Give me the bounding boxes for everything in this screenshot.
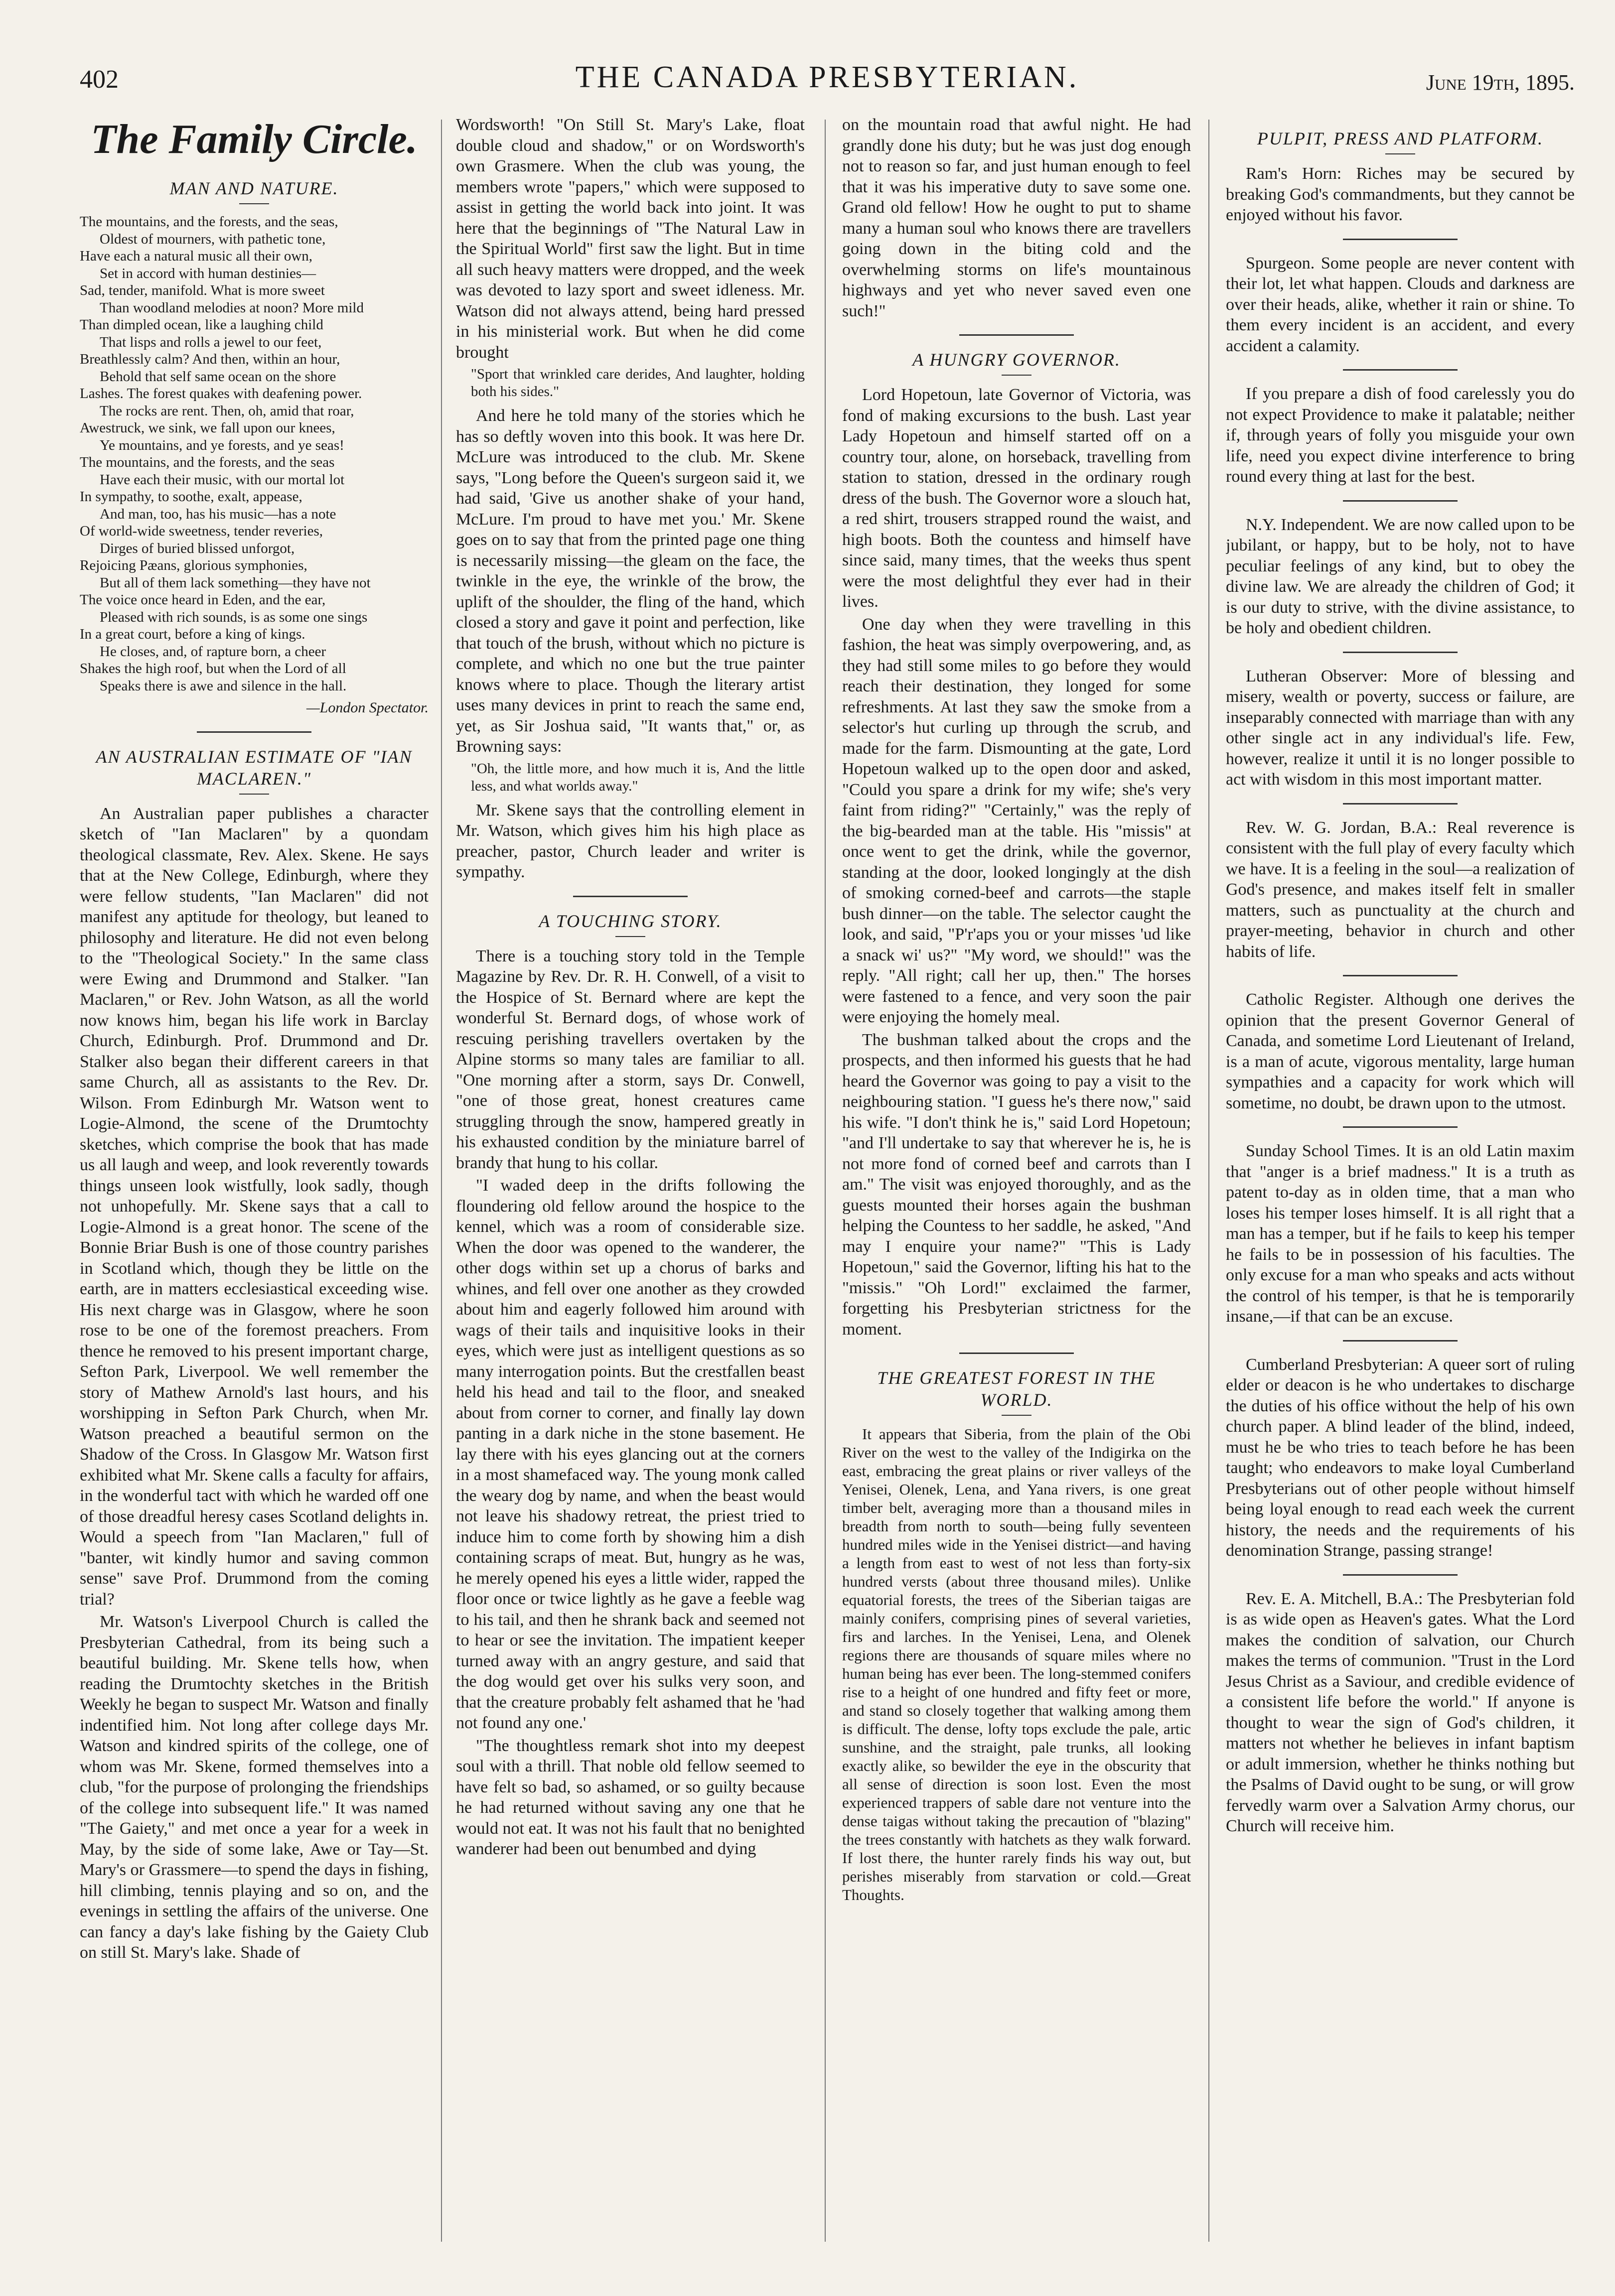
quote-item: Rev. E. A. Mitchell, B.A.: The Presbyterian fold is as wide open as Heaven's gates. What the Lord makes the condition of salvation, our Church makes the terms of communion. "Trust in the Lord Jesus Christ as a Saviour, and credible evidence of a consistent life before the world." If anyone is thought to wear the sign of God's children, it matters not whether he believes in infant baptism or adult immersion, whether he thinks nothing but the Psalms of David ought to be sung, or will grow fervedly warm over a Salvation Army chorus, our Church will receive him. <box>1226 1589 1575 1835</box>
column-3 <box>842 115 1191 2257</box>
poem-line: In sympathy, to soothe, exalt, appease, <box>80 489 302 505</box>
page-header <box>80 60 1575 105</box>
divider <box>1343 369 1458 371</box>
divider <box>239 794 269 795</box>
poem-line: Than dimpled ocean, like a laughing child <box>80 317 323 333</box>
column-rule <box>441 120 442 2242</box>
divider <box>959 334 1074 336</box>
poem-line: Sad, tender, manifold. What is more sweet <box>80 282 325 298</box>
poem-line: Breathlessly calm? And then, within an hour, <box>80 351 340 367</box>
quote-item: N.Y. Independent. We are now called upon to be jubilant, or happy, but to be holy, not to have peculiar feelings of any kind, but to obey the divine law. We are already the children of God; it is our duty to strive, with the divine assistance, to be holy and obedient children. <box>1226 515 1575 637</box>
governor-paragraph: The bushman talked about the crops and the prospects, and then informed his guests that he had heard the Governor was going to pay a visit to the neighbouring station. "I guess he's there now," said his wife. "I don't think he is," said Lord Hopetoun; "and I'll undertake to say that wherever he is, he is not more fond of corned beef and carrots than I am." The visit was enjoyed thoroughly, and as the guests mounted their horses again the bushman helping the Countess to her saddle, he asked, "And may I enquire your name?" "This is Lady Hopetoun," said the Governor, lifting his hat to the "missis." "Oh Lord!" exclaimed the farmer, forgetting his Presbyterian strictness for the moment. <box>842 1030 1191 1339</box>
article-paragraph: And here he told many of the stories which he has so deftly woven into this book. It was here Dr. McLure was introduced to the club. Mr. Skene says, "Long before the Queen's surgeon said it, we had said, 'Give us another shake of your hand, McLure. I'm proud to have met you.' Mr. Skene goes on to say that from the printed page one thing is necessarily missing—the gleam on the face, the twinkle in the eye, the wrinkle of the brow, the uplift of the shoulder, the fling of the hand, which closed a story and gave it point and perfection, like that touch of the brush, without which no picture is complete, and which no one but the true painter knows where to place. Though the literary artist uses many devices in print to reach the same end, yet, as Sir Joshua said, "It wants that," or, as Browning says: <box>456 406 805 756</box>
section-title: The Family Circle. <box>91 116 418 162</box>
column-rule <box>1208 120 1209 2242</box>
divider <box>1002 375 1031 376</box>
column-4 <box>1226 115 1575 2257</box>
poem-line: Ye mountains, and ye forests, and ye seas! <box>100 437 344 453</box>
divider <box>959 1352 1074 1354</box>
poem-line: The mountains, and the forests, and the seas <box>80 454 335 470</box>
poem-title: MAN AND NATURE. <box>169 178 339 198</box>
poem-line: Behold that self same ocean on the shore <box>100 368 336 385</box>
story-title: A TOUCHING STORY. <box>539 911 722 931</box>
poem-line: Have each a natural music all their own, <box>80 248 313 264</box>
divider <box>1343 803 1458 805</box>
divider <box>1343 975 1458 976</box>
story-paragraph: "The thoughtless remark shot into my deepest soul with a thrill. That noble old fellow seemed to have felt so bad, so ashamed, or so guilty because he had returned without saving any one that he would not eat. It was not his fault that no benighted wanderer had been out benumbed and dying <box>456 1736 805 1858</box>
divider <box>615 936 645 937</box>
poem-line: Oldest of mourners, with pathetic tone, <box>100 231 326 247</box>
quotation: "Sport that wrinkled care derides, And laughter, holding both his sides." <box>471 366 805 400</box>
poem-line: Speaks there is awe and silence in the hall. <box>100 677 347 694</box>
poem-line: Set in accord with human destinies— <box>100 265 316 281</box>
quote-item: Catholic Register. Although one derives the opinion that the present Governor General of Canada, and sometime Lord Lieutenant of Ireland, is a man of acute, vigorous mentality, large human sympathies and a capacity for work which will sometime, no doubt, be drawn upon to the utmost. <box>1226 990 1575 1112</box>
forest-title: THE GREATEST FOREST IN THE WORLD. <box>877 1368 1156 1410</box>
story-paragraph: There is a touching story told in the Temple Magazine by Rev. Dr. R. H. Conwell, of a visit to the Hospice of St. Bernard where are kept the wonderful St. Bernard dogs, of whose work of rescuing perishing travellers overtaken by the Alpine storms so many tales are familiar to all. "One morning after a storm, says Dr. Conwell, "one of those great, honest creatures came struggling through the snow, hampered greatly in his exhausted condition by the miniature barrel of brandy that hung to his collar. <box>456 946 805 1172</box>
poem-line: Rejoicing Pæans, glorious symphonies, <box>80 557 307 573</box>
quote-item: If you prepare a dish of food carelessly you do not expect Providence to make it palatable; neither if, through years of folly you misguide your own life, need you expect divine interference to bring round every thing at last for the best. <box>1226 385 1575 486</box>
divider <box>1343 500 1458 502</box>
quote-item: Rev. W. G. Jordan, B.A.: Real reverence is consistent with the full play of every faculty which we have. It is a feeling in the soul—a realization of God's presence, and makes itself felt in smaller matters, such as punctuality at the church and prayer-meeting, behavior in church and other habits of life. <box>1226 818 1575 961</box>
article-paragraph: Wordsworth! "On Still St. Mary's Lake, float double cloud and shadow," or on Wordsworth's own Grasmere. When the club was young, the members wrote "papers," which were supposed to assist in getting the world back into joint. It was here that the beginnings of "The Natural Law in the Spiritual World" first saw the light. But in time all such heavy matters were dropped, and the week was devoted to lazy sport and sweet idleness. Mr. Watson did not always attend, being hard pressed in his ministerial work. But when he did come brought <box>456 116 805 362</box>
poem-line: Have each their music, with our mortal lot <box>100 471 345 488</box>
divider <box>1343 1126 1458 1128</box>
poem-line: Than woodland melodies at noon? More mild <box>100 299 364 316</box>
divider <box>1343 1574 1458 1576</box>
quotation: "Oh, the little more, and how much it is, And the little less, and what worlds away." <box>471 760 805 794</box>
article-title: AN AUSTRALIAN ESTIMATE OF "IAN MACLAREN." <box>96 746 413 789</box>
divider <box>1385 153 1415 154</box>
page-number: 402 <box>80 65 119 94</box>
poem-line: Pleased with rich sounds, is as some one sings <box>100 609 368 625</box>
poem <box>80 213 429 694</box>
quote-item: Sunday School Times. It is an old Latin maxim that "anger is a brief madness." It is a truth as patent to-day as in olden time, that a man who loses his temper loses himself. It is all right that a man has a temper, but if he fails to keep his temper he fails to be in possession of his faculties. The only excuse for a man who speaks and acts without the control of his temper, is that he is temporarily insane,—if that can be an excuse. <box>1226 1142 1575 1326</box>
quote-item: Lutheran Observer: More of blessing and misery, wealth or poverty, success or failure, are inseparably connected with marriage than with any other single act in any individual's life. Few, however, realize it until it is no longer possible to act with wisdom in this most important matter. <box>1226 667 1575 789</box>
poem-line: Lashes. The forest quakes with deafening power. <box>80 386 362 402</box>
divider <box>197 731 311 733</box>
divider <box>1343 239 1458 240</box>
divider <box>239 203 269 204</box>
story-paragraph: "I waded deep in the drifts following the floundering old fellow around the hospice to the kennel, which was a room of considerable size. When the door was opened to the wanderer, the other dogs within set up a chorus of barks and whines, and fell over one another as they crowded about him and eagerly followed him around with wags of their tails and inquisitive looks in their eyes, which were just as intelligent questions as so many interrogation points. But the crestfallen beast held his head and tail to the floor, and sneaked about from corner to corner, and finally lay down panting in a dark niche in the stone basement. He lay there with his eyes glancing out at the corners in a most shamefaced way. The young monk called the weary dog by name, and when the beast would not leave his shadowy retreat, the priest tried to induce him to come forth by showing him a dish containing scraps of meat. But, hungry as he was, he merely opened his eyes a little wider, rapped the floor once or twice lightly as he gave a feeble wag to his tail, and then he shrank back and seemed not to hear or see the invitation. The impatient keeper turned away with an angry gesture, and said that the dog would get over his sulks very soon, and that the creature probably felt ashamed that he 'had not found any one.' <box>456 1176 805 1732</box>
quote-item: Spurgeon. Some people are never content with their lot, let what happen. Clouds and darkness are over their heads, alike, whether it rain or shine. To them every incident is an accident, and every accident a calamity. <box>1226 254 1575 355</box>
article-paragraph: An Australian paper publishes a character sketch of "Ian Maclaren" by a quondam theological classmate, Rev. Alex. Skene. He says that at the New College, Edinburgh, where they were fellow students, "Ian Maclaren" did not manifest any aptitude for theology, but leaned to philosophy and literature. He did not even belong to the "Theological Society." In the same class were Ewing and Drummond and Stalker. "Ian Maclaren," or Rev. John Watson, as all the world now knows him, began his life work in Barclay Church, Edinburgh. Prof. Drummond and Dr. Stalker also began their different careers in that same Church, all as assistants to the Rev. Dr. Wilson. From Edinburgh Mr. Watson went to Logie-Almond, the scene of the Drumtochty sketches, which comprise the book that has made us all laugh and weep, and look reverently towards things unseen look wistfully, look sadly, though not unhopefully. Mr. Skene says that a call to Logie-Almond is a great honor. The scene of the Bonnie Briar Bush is one of those country parishes in Scotland which, though they be little on the earth, are in matters ecclesiastical exceeding wise. His next charge was in Glasgow, where he soon rose to be one of the foremost preachers. From thence he removed to his present important charge, Sefton Park, Liverpool. We well remember the story of Mathew Arnold's last hours, and his worshipping in Sefton Park Church, when Mr. Watson preached a beautiful sermon on the Shadow of the Cross. In Glasgow Mr. Watson first exhibited what Mr. Skene calls a faculty for affairs, in the wonderful tact with which he warded off one of those dreadful heresy cases Scotland delights in. Would a speech from "Ian Maclaren," full of "banter, wit kindly humor and saving common sense" save Prof. Drummond from the coming trial? <box>80 804 429 1609</box>
pulpit-title: PULPIT, PRESS AND PLATFORM. <box>1257 129 1544 148</box>
poem-line: The voice once heard in Eden, and the ear, <box>80 592 326 608</box>
poem-line: He closes, and, of rapture born, a cheer <box>100 643 326 660</box>
column-1 <box>80 115 429 2257</box>
article-paragraph: Mr. Watson's Liverpool Church is called the Presbyterian Cathedral, from its being such a beautiful building. Mr. Skene tells how, when reading the Drumtochty sketches in the British Weekly he began to suspect Mr. Watson and finally indentified him. Not long after college days Mr. Watson and kindred spirits of the college, one of whom was Mr. Skene, formed themselves into a club, "for the purpose of prolonging the friendships of the college into subsequent life." It was named "The Gaiety," and met once a year for a week in May, by the side of some lake, Awe or Tay—St. Mary's or Grassmere—to spend the days in fishing, hill climbing, tennis playing and so on, and the evenings in settling the affairs of the universe. One can fancy a day's lake fishing by the Gaiety Club on still St. Mary's lake. Shade of <box>80 1613 429 1962</box>
divider <box>1343 652 1458 653</box>
column-2 <box>456 115 805 2257</box>
poem-line: Dirges of buried blissed unforgot, <box>100 540 295 556</box>
poem-line: But all of them lack something—they have not <box>100 574 371 591</box>
quote-item: Cumberland Presbyterian: A queer sort of ruling elder or deacon is he who undertakes to discharge the duties of his office without the help of his own church paper. A blind leader of the blind, indeed, must he be who tries to teach before he has been taught; who endeavors to make loyal Cumberland Presbyterians out of other people without himself being loyal enough to read each week the current history, the needs and the requirements of his denomination Strange, passing strange! <box>1226 1355 1575 1560</box>
poem-line: The mountains, and the forests, and the seas, <box>80 214 338 230</box>
governor-paragraph: One day when they were travelling in this fashion, the heat was simply overpowering, and, as they had still some miles to go before they would reach their destination, they longed for some refreshments. At last they saw the smoke from a selector's hut curling up through the scrub, and made for the farm. Dismounting at the gate, Lord Hopetoun walked up to the open door and asked, "Could you spare a drink for my wife; she's very faint from riding?" "Certainly," was the reply of the big-bearded man at the table. His "missis" at once went to get the drink, while the governor, standing at the door, looked longingly at the dish of smoking corned-beef and carrots—the staple bush dinner—on the table. The selector caught the look, and said, "P'r'aps you or your misses 'ud like a snack wi' us?" "My word, we should!" was the reply. "All right; call her up, then." The horses were fastened to a fence, and very soon the pair were enjoying the homely meal. <box>842 615 1191 1026</box>
poem-line: And man, too, has his music—has a note <box>100 506 336 522</box>
newspaper-title: THE CANADA PRESBYTERIAN. <box>575 60 1079 94</box>
divider <box>1343 1340 1458 1342</box>
story-paragraph: on the mountain road that awful night. He had grandly done his duty; but he was just dog enough not to reason so far, and just human enough to feel that it was his imperative duty to save some one. Grand old fellow! How he ought to put to shame many a human soul who knows there are travellers going down in the biting cold and the overwhelming storms on life's mountainous highways and yet who never saved even one such!" <box>842 116 1191 320</box>
divider <box>573 896 688 897</box>
forest-paragraph: It appears that Siberia, from the plain of the Obi River on the west to the valley of the Indigirka on the east, embracing the great plains or river valleys of the Yenisei, Olenek, Lena, and Yana rivers, is one great timber belt, averaging more than a thousand miles in breadth from north to south—being fully seventeen hundred miles wide in the Yenisei district—and having a length from east to west of not less than forty-six hundred versts (about three thousand miles). Unlike equatorial forests, the trees of the Siberian taigas are mainly conifers, comprising pines of several varieties, firs and larches. In the Yenisei, Lena, and Olenek regions there are thousands of square miles where no human being has ever been. The long-stemmed conifers rise to a height of one hundred and fifty feet or more, and stand so closely together that walking among them is difficult. The dense, lofty tops exclude the pale, artic sunshine, and the straight, pale trunks, all looking exactly alike, so bewilder the eye in the obscurity that all sense of direction is soon lost. Even the most experienced trappers of sable dare not venture into the dense taigas without taking the precaution of "blazing" the trees constantly with hatchets as they walk forward. If lost there, the hunter rarely finds his way out, but perishes miserably from starvation or cold.—Great Thoughts. <box>842 1425 1191 1903</box>
governor-title: A HUNGRY GOVERNOR. <box>912 350 1121 370</box>
article-paragraph: Mr. Skene says that the controlling element in Mr. Watson, which gives him his high place as preacher, pastor, Church leader and writer is sympathy. <box>456 801 805 881</box>
column-rule <box>825 120 826 2242</box>
governor-paragraph: Lord Hopetoun, late Governor of Victoria, was fond of making excursions to the bush. Last year Lady Hopetoun and himself started off on a country tour, alone, on horseback, travelling from station to station, dressed in the ordinary rough dress of the bush. The Governor wore a slouch hat, a red shirt, trousers strapped round the waist, and high boots. Both the countess and himself have since said, many times, that the weeks thus spent were the most delightful they ever had in their lives. <box>842 386 1191 611</box>
issue-date: June 19th, 1895. <box>1426 70 1575 95</box>
poem-line: Of world-wide sweetness, tender reveries, <box>80 523 323 539</box>
quote-item: Ram's Horn: Riches may be secured by breaking God's commandments, but they cannot be enjoyed without his favor. <box>1226 164 1575 224</box>
poem-line: Awestruck, we sink, we fall upon our knees, <box>80 420 335 436</box>
poem-line: The rocks are rent. Then, oh, amid that roar, <box>100 403 354 419</box>
poem-line: That lisps and rolls a jewel to our feet, <box>100 334 322 350</box>
poem-line: In a great court, before a king of kings. <box>80 626 305 642</box>
poem-line: Shakes the high roof, but when the Lord of all <box>80 661 346 676</box>
divider <box>1002 1415 1031 1416</box>
poem-signature: —London Spectator. <box>306 699 429 716</box>
